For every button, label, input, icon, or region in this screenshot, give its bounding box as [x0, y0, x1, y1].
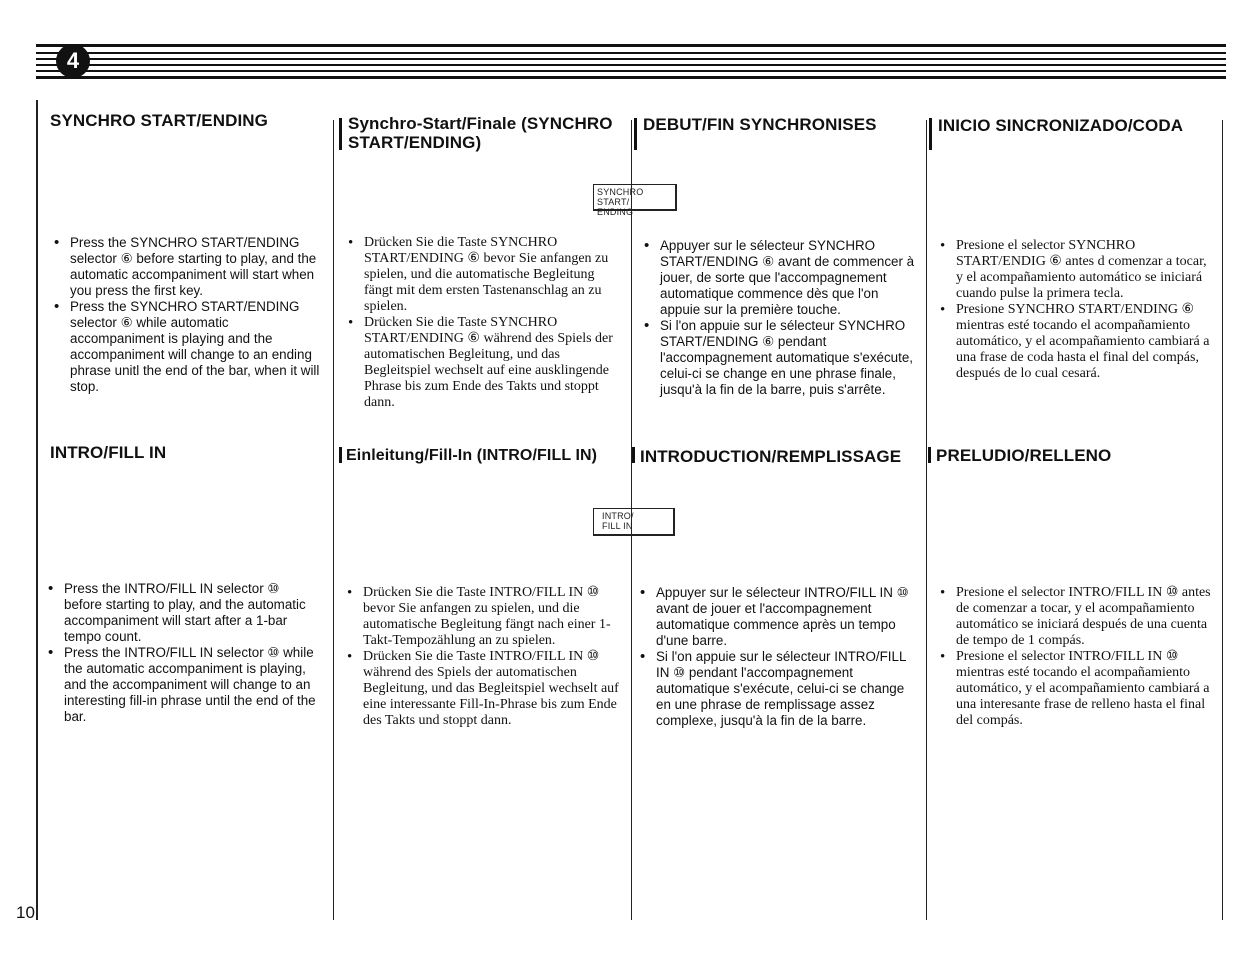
intro-list-es: [940, 585, 1214, 729]
list-item: • Drücken Sie die Taste SYNCHRO START/ENDING ⑥ bevor Sie anfangen zu spielen, und die automatische Begleitung fängt mit dem ersten Tastenanschlag an zu spielen.: [348, 235, 618, 315]
heading-bar: [634, 118, 637, 150]
heading-bar: [339, 118, 342, 150]
column-rule-es: [926, 120, 927, 920]
heading-intro-en: INTRO/FILL IN: [50, 443, 167, 462]
synchro-list-fr: [644, 238, 916, 398]
synchro-list-de: [348, 235, 618, 411]
list-item: • Presione SYNCHRO START/ENDING ⑥ mientras esté tocando el acompañamiento automático, y el acompañamiento cambiará a una frase de coda hasta el final del compás, después de lo cual cesará.: [940, 302, 1214, 382]
list-item: • Drücken Sie die Taste INTRO/FILL IN ⑩ während des Spiels der automatischen Begleitung, und das Begleitspiel wechselt auf eine interessante Fill-In-Phrase bis zum Ende des Takts und stoppt dann.: [347, 649, 619, 729]
panel-label-line: INTRO/: [602, 511, 634, 521]
list-item: • Press the SYNCHRO START/ENDING selector ⑥ while automatic accompaniment is playing and the accompaniment will change to an ending phrase unitl the end of the bar, when it will stop.: [54, 299, 322, 395]
panel-label-line: SYNCHRO START/: [597, 187, 644, 207]
list-item: • Press the SYNCHRO START/ENDING selector ⑥ before starting to play, and the automatic accompaniment will start when you press the first key.: [54, 235, 322, 299]
heading-synchro-es: INICIO SINCRONIZADO/CODA: [938, 116, 1184, 135]
section-number-badge: 4: [56, 44, 90, 78]
list-item: • Presione el selector INTRO/FILL IN ⑩ mientras esté tocando el acompañamiento automático, y el acompañamiento cambiará a una interesante frase de relleno hasta el final del compás.: [940, 649, 1214, 729]
list-item: • Si l'on appuie sur le sélecteur SYNCHRO START/ENDING ⑥ pendant l'accompagnement automatique s'exécute, celui-ci se change en une phrase finale, jusqu'à la fin de la barre, puis s'arrête.: [644, 318, 916, 398]
column-rule-right: [1222, 120, 1223, 920]
list-item: • Appuyer sur le sélecteur SYNCHRO START/ENDING ⑥ avant de commencer à jouer, de sorte que l'accompagnement automatique commence dès que l'on appuie sur la première touche.: [644, 238, 916, 318]
intro-list-fr: [640, 585, 916, 729]
intro-list-de: [347, 585, 619, 729]
column-rule-en: [36, 100, 38, 920]
list-item: • Drücken Sie die Taste SYNCHRO START/ENDING ⑥ während des Spiels der automatischen Begleitung, und das Begleitspiel wechselt auf eine ausklingende Phrase bis zum Ende des Takts und stoppt dann.: [348, 315, 618, 411]
panel-label-line: FILL IN: [602, 521, 633, 531]
heading-synchro-de: Synchro-Start/Finale (SYNCHRO START/ENDING): [348, 114, 613, 152]
synchro-start-ending-panel: [593, 184, 677, 217]
list-item: • Presione el selector SYNCHRO START/ENDIG ⑥ antes d comenzar a tocar, y el acompañamiento automático se iniciará cuando pulse la primera tecla.: [940, 238, 1214, 302]
intro-list-en: [48, 581, 320, 725]
heading-bar: [929, 118, 932, 150]
list-item: • Appuyer sur le sélecteur INTRO/FILL IN ⑩ avant de jouer et l'accompagnement automatique commence après un tempo d'une barre.: [640, 585, 916, 649]
synchro-list-en: [54, 235, 322, 395]
heading-bar: [928, 447, 931, 463]
list-item: • Si l'on appuie sur le sélecteur INTRO/FILL IN ⑩ pendant l'accompagnement automatique s'exécute, celui-ci se change en une phrase de remplissage assez complexe, jusqu'à la fin de la barre.: [640, 649, 916, 729]
heading-synchro-en: SYNCHRO START/ENDING: [50, 111, 268, 130]
list-item: • Drücken Sie die Taste INTRO/FILL IN ⑩ bevor Sie anfangen zu spielen, und die automatische Begleitung fängt nach einer 1-Takt-Tempozählung an zu spielen.: [347, 585, 619, 649]
heading-synchro-fr: DEBUT/FIN SYNCHRONISES: [643, 115, 877, 134]
panel-label-line: ENDING: [597, 207, 634, 217]
page-number: 10: [16, 903, 35, 922]
header-rule-band: [36, 44, 1226, 80]
list-item: • Presione el selector INTRO/FILL IN ⑩ antes de comenzar a tocar, y el acompañamiento automático se iniciará después de una cuenta de tempo de 1 compás.: [940, 585, 1214, 649]
list-item: • Press the INTRO/FILL IN selector ⑩ while the automatic accompaniment is playing, and the accompaniment will change to an interesting fill-in phrase until the end of the bar.: [48, 645, 320, 725]
heading-intro-es: PRELUDIO/RELLENO: [936, 446, 1112, 465]
list-item: • Press the INTRO/FILL IN selector ⑩ before starting to play, and the automatic accompaniment will start after a 1-bar tempo count.: [48, 581, 320, 645]
heading-bar: [339, 447, 342, 463]
heading-intro-de: Einleitung/Fill-In (INTRO/FILL IN): [346, 447, 598, 464]
synchro-list-es: [940, 238, 1214, 382]
heading-intro-fr: INTRODUCTION/REMPLISSAGE: [640, 447, 902, 466]
heading-bar: [632, 447, 635, 463]
intro-fill-in-panel: [593, 508, 675, 536]
column-rule-de: [333, 120, 334, 920]
